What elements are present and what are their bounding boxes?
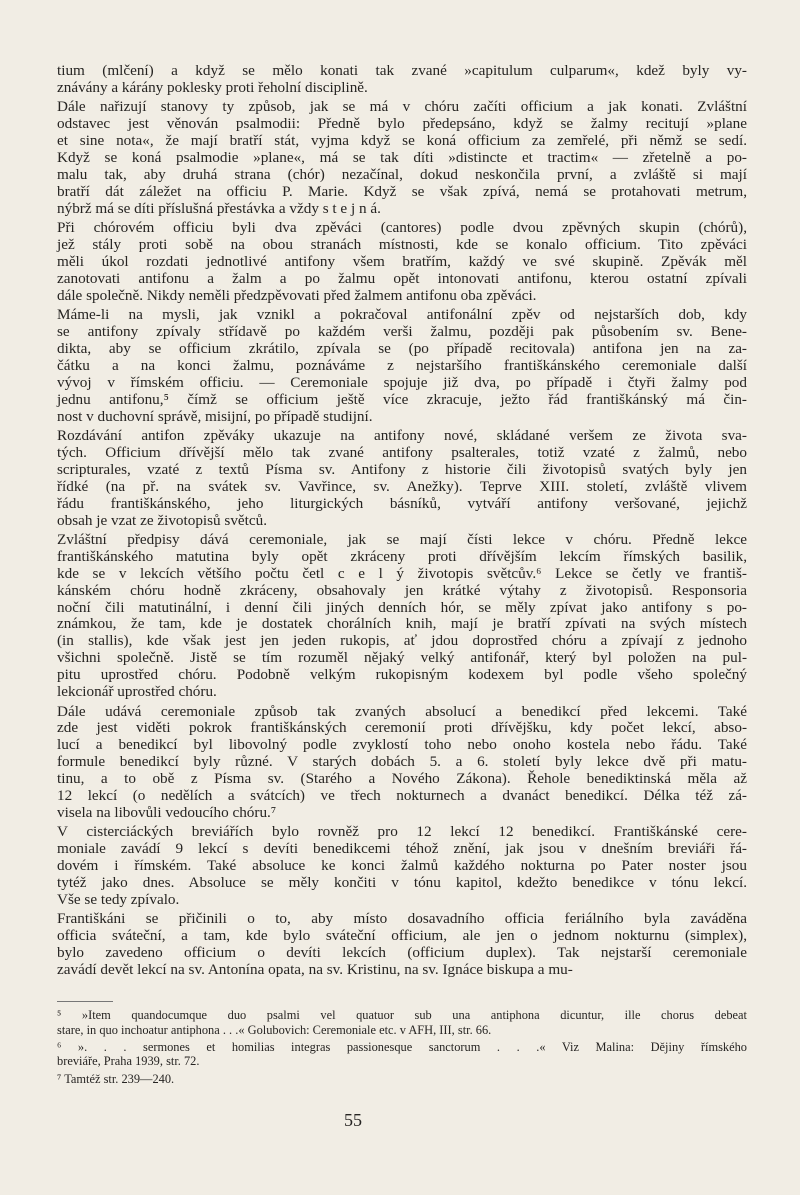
paragraph [57, 532, 747, 701]
text-line: obsah je vzat ze životopisů světců. [57, 511, 268, 529]
text-line: officia sváteční, a tam, kde bylo sváteční officium, ale jen o jednom nokturnu (simplex), [57, 927, 747, 945]
text-line: Dále udává ceremoniale způsob tak zvaných absolucí a benedikcí před lekcemi. Také [57, 702, 747, 720]
text-line: tých. Officium dřívější mělo tak zvané antifony psalterales, totiž vzaté z žalmů, nebo [57, 443, 747, 461]
text-line: znávány a kárány poklesky proti řeholní disciplině. [57, 78, 368, 96]
text-line: kde se v lekcích většího počtu četl c e l ý životopis světcův.⁶ Lekce se četly ve františ- [57, 564, 747, 582]
text-line: Vše se tedy zpívalo. [57, 890, 180, 908]
paragraph [57, 307, 747, 425]
footnote-divider [57, 1001, 113, 1002]
text-line: dále společně. Nikdy neměli předzpěvovati před žalmem antifonu oba zpěváci. [57, 286, 537, 304]
text-line: (in stallis), kde však jest jen jeden rukopis, ať jdou doprostřed chóru a zpívají z jednoho [57, 632, 747, 650]
text-line: vývoj v římském officiu. — Ceremoniale spojuje již dva, po případě i čtyři žalmy pod [57, 373, 747, 391]
text-line: zanotovati antifonu a žalm a po žalmu opět intonovati antifonu, kterou ostatní zpívali [57, 269, 747, 287]
text-line: ⁷ Tamtéž str. 239—240. [57, 1071, 175, 1086]
text-line: řádu františkánského, jeho liturgických básníků, vytváří antifony veršované, jejichž [57, 494, 747, 512]
text-line: se antifony zpívaly střídavě po každém verši žalmu, později pak působením sv. Bene- [57, 323, 747, 341]
text-line: nost v duchovní správě, misijní, po případě studijní. [57, 407, 373, 425]
footnotes [57, 1008, 747, 1089]
text-line: Když se koná psalmodie »plane«, má se tak díti »distincte et tractim« — zřetelně a po- [57, 149, 747, 167]
text-line: měli úkol rozdati jednotlivé antifony všem bratřím, každý ve své skupině. Zpěvák měl [57, 252, 747, 270]
text-line: Rozdávání antifon zpěváky ukazuje na antifony nové, skládané veršem ze života sva- [57, 427, 747, 445]
page-number: 55 [344, 1110, 362, 1130]
text-line: ⁵ »Item quandocumque duo psalmi vel quatuor sub una antiphona dicuntur, ille chorus debeat [57, 1008, 747, 1022]
text-line: jednu antifonu,⁵ čímž se officium ještě více zkracuje, ježto řád františkánský má čin- [57, 390, 747, 408]
text-line: moniale zavádí 9 lekcí s devíti benedikcemi téhož znění, jak jsou v dnešním breviáři řá- [57, 840, 747, 858]
paragraph [57, 704, 747, 822]
text-line: Při chórovém officiu byli dva zpěváci (cantores) podle dvou zpěvných skupin (chórů), [57, 219, 747, 237]
text-line: et sine nota«, že mají bratří stát, vyjma když se koná officium za zemřelé, při němž se sedí. [57, 132, 747, 150]
paragraph [57, 63, 747, 97]
text-line: bylo zavedeno officium o devíti lekcích (officium duplex). Tak nejstarší ceremoniale [57, 944, 747, 962]
text-line: všichni společně. Jistě se tím rozuměl nějaký velký antifonář, který byl položen na pul- [57, 649, 747, 667]
text-line: 12 lekcí (o nedělích a svátcích) ve třech nokturnech a dvanáct benedikcí. Délka též zá- [57, 786, 747, 804]
text-line: V cisterciáckých breviářích bylo rovněž pro 12 lekcí 12 benedikcí. Františkánské cere- [57, 823, 747, 841]
footnote [57, 1072, 747, 1087]
text-line: bratří dát záležet na officiu P. Marie. Když se však zpívá, nemá se protahovati metrum, [57, 182, 747, 200]
text-line: řídké (na př. na svátek sv. Vavřince, sv. Anežky). Teprve XIII. století, zvláště vlivem [57, 477, 747, 495]
text-line: tinu, a to obě z Písma sv. (Starého a Nového Zákona). Řehole benediktinská měla až [57, 770, 747, 788]
footnote [57, 1040, 747, 1069]
paragraph [57, 99, 747, 217]
text-line: zde jest viděti pokrok františkánských ceremonií proti dřívějšku, kdy počet lekcí, abso- [57, 719, 747, 737]
text-line: lucí a benedikcí byl libovolný podle zvyklostí toho nebo onoho kostela nebo řádu. Také [57, 736, 747, 754]
text-line: dovém i římském. Také absoluce ke konci žalmů každého nokturna po Pater noster jsou [57, 857, 747, 875]
text-line: Dále nařizují stanovy ty způsob, jak se má v chóru začíti officium a jak konati. Zvláštní [57, 98, 747, 116]
paragraph [57, 220, 747, 304]
text-line: Máme-li na mysli, jak vznikl a pokračoval antifonální zpěv od nejstarších dob, kdy [57, 306, 747, 324]
text-line: malu tak, aby druhá strana (chór) nezačínal, dokud neskončila první, a zvláště si mají [57, 165, 747, 183]
text-line: zavádí devět lekcí na sv. Antonína opata, na sv. Kristinu, na sv. Ignáce biskupa a mu- [57, 961, 573, 979]
text-line: jež stály proti sobě na obou stranách místnosti, kde se konalo officium. Tito zpěváci [57, 236, 747, 254]
text-line: tytéž jako dnes. Absoluce se měly končiti v tónu kapitol, kdežto benedikce v tónu lekcí. [57, 874, 747, 892]
paragraph [57, 911, 747, 979]
text-line: formule benedikcí byly různé. V starých dobách 5. a 6. století byly lekce dvě při matu- [57, 753, 747, 771]
text-line: pitu uprostřed chóru. Podobně velkým rukopisným kodexem byl podle všeho společný [57, 666, 747, 684]
text-line: scripturales, vzaté z textů Písma sv. Antifony z historie čili životopisů svatých byly jen [57, 460, 747, 478]
text-line: visela na libovůli vedoucího chóru.⁷ [57, 803, 277, 821]
text-line: Zvláštní předpisy dává ceremoniale, jak se mají čísti lekce v chóru. Předně lekce [57, 531, 747, 549]
text-line: odstavec jest věnován psalmodii: Předně bylo předepsáno, když se žalmy recitují »plane [57, 115, 747, 133]
paragraph [57, 428, 747, 529]
text-line: ⁶ ». . . sermones et homilias integras passionesque sanctorum . . .« Viz Malina: Dějiny římského [57, 1039, 747, 1054]
text-line: breviáře, Praha 1939, str. 72. [57, 1054, 200, 1069]
text-line: nýbrž má se díti příslušná přestávka a vždy s t e j n á. [57, 199, 381, 217]
paragraph [57, 824, 747, 908]
text-line: známkou, že tam, kde je dostatek chorálních knih, mají je bratří zpívati na svých místech [57, 615, 747, 633]
text-line: stare, in quo inchoatur antiphona . . .« Golubovich: Ceremoniale etc. v AFH, III, str. 66. [57, 1022, 492, 1037]
text-line: kánském chóru hodně zkráceny, obsahovaly jen krátké výtahy z životopisů. Responsoria [57, 581, 747, 599]
text-line: čátku a na konci žalmu, poznáváme z nejstaršího františkánského ceremoniale další [57, 356, 747, 374]
footnote [57, 1008, 747, 1037]
body-text [57, 63, 747, 982]
text-line: františkánského matutina byly opět zkráceny proti dřívějším lekcím římských basilik, [57, 547, 747, 565]
text-line: Františkáni se přičinili o to, aby místo dosavadního officia feriálního byla zaváděna [57, 910, 747, 928]
text-line: noční čili matutinální, i denní čili jiných denních hór, se měly zpívat jako antifony s po- [57, 598, 747, 616]
text-line: lekcionář uprostřed chóru. [57, 683, 217, 701]
text-line: tium (mlčení) a když se mělo konati tak zvané »capitulum culparum«, kdež byly vy- [57, 62, 747, 79]
text-line: dikta, aby se officium zkrátilo, zpívala se (po případě recitovala) antifona jen na za- [57, 340, 747, 358]
